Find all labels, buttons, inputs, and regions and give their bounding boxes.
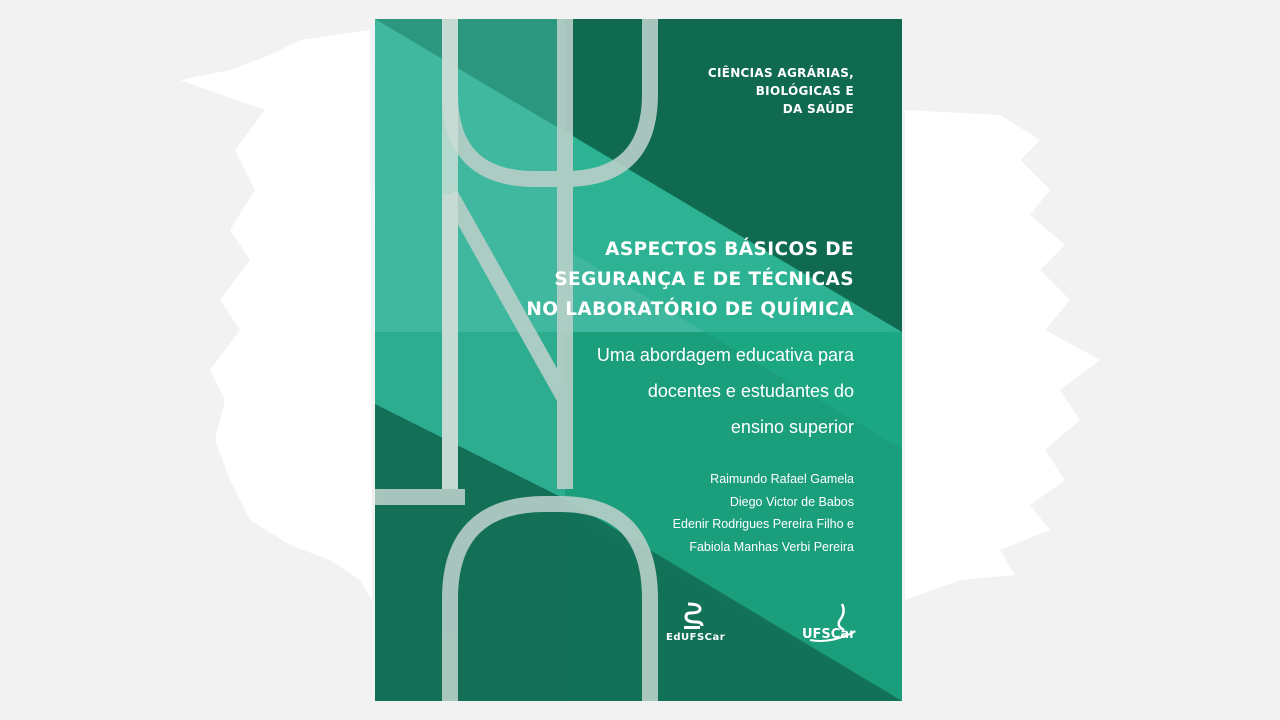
subject-area-label — [708, 64, 854, 118]
book-cover — [375, 19, 902, 701]
ufscar-logo-text: UFSCar — [802, 627, 856, 642]
book-subtitle-line: Uma abordagem educativa para — [596, 345, 854, 365]
author-list — [673, 468, 854, 558]
edufscar-mark-icon — [682, 602, 706, 630]
author-name: Diego Victor de Babos — [729, 494, 854, 509]
subject-area-line: CIÊNCIAS AGRÁRIAS, — [707, 66, 854, 80]
author-name: Fabiola Manhas Verbi Pereira — [689, 539, 854, 554]
subject-area-line: DA SAÚDE — [782, 102, 854, 116]
author-name: Raimundo Rafael Gamela — [710, 472, 854, 486]
ufscar-mark-icon — [800, 602, 860, 652]
book-title-line: SEGURANÇA E DE TÉCNICAS — [554, 269, 854, 290]
book-subtitle — [597, 337, 854, 445]
book-title — [526, 235, 854, 325]
author-name: Edenir Rodrigues Pereira Filho e — [672, 517, 854, 531]
edufscar-logo — [658, 602, 728, 652]
book-title-line: ASPECTOS BÁSICOS DE — [605, 239, 854, 260]
edufscar-logo-text: EdUFSCar — [666, 632, 726, 643]
book-subtitle-line: docentes e estudantes do — [647, 381, 854, 401]
book-subtitle-line: ensino superior — [730, 417, 854, 437]
ufscar-logo — [800, 602, 860, 652]
book-title-line: NO LABORATÓRIO DE QUÍMICA — [526, 299, 854, 320]
subject-area-line: BIOLÓGICAS E — [755, 84, 854, 98]
